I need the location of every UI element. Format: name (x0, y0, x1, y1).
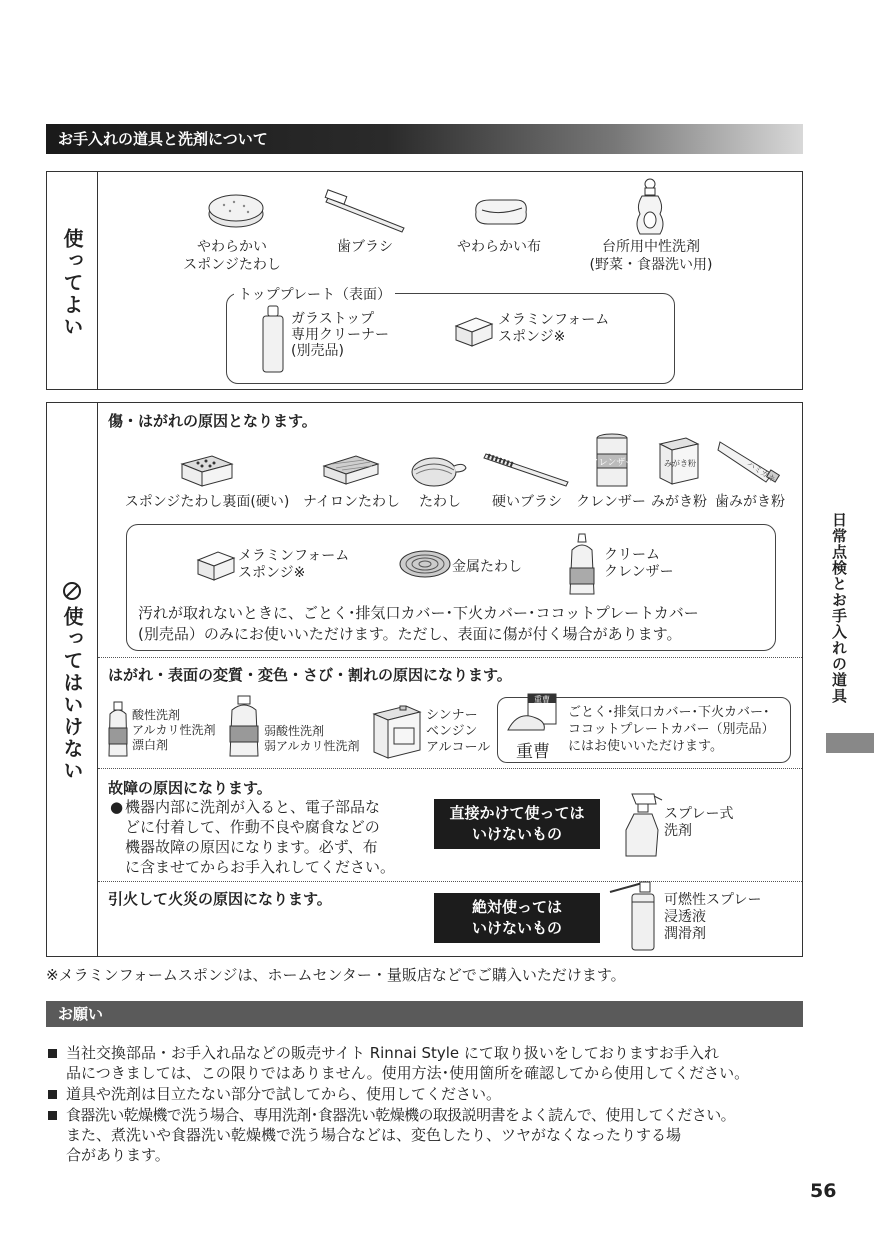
thinner-can-icon (370, 702, 424, 760)
ok-item-2: 歯ブラシ (337, 239, 393, 255)
ok-item-3: やわらかい布 (457, 239, 541, 255)
melamine-sponge-icon-2 (196, 548, 236, 582)
hard-sponge-icon (178, 452, 236, 488)
cream-cleanser-icon (566, 532, 598, 598)
prohibited-icon (61, 580, 83, 602)
ng-item-6: みがき粉 (651, 494, 707, 510)
row2-group3: シンナー ベンジン アルコール (426, 708, 491, 755)
glass-cleaner-label: ガラストップ 専用クリーナー (別売品) (291, 311, 389, 359)
svg-text:クレンザー: クレンザー (589, 458, 635, 468)
flammable-items: 可燃性スプレー 浸透液 潤滑剤 (664, 892, 762, 942)
weak-acid-detergent-icon (226, 694, 262, 758)
never-use-box: 絶対使っては いけないもの (434, 893, 600, 943)
request-item-2: 道具や洗剤は目立たない部分で試してから、使用してください。 (46, 1084, 806, 1104)
ng-item-2: ナイロンたわし (303, 494, 401, 510)
ng-item-1: スポンジたわし裏面(硬い) (124, 494, 290, 510)
row3-text: ● 機器内部に洗剤が入ると、電子部品な どに付着して、作動不良や腐食などの 機器故障の原因になります。必ず、布 に含ませてからお手入れしてください。 (110, 798, 396, 876)
svg-text:みがき粉: みがき粉 (664, 459, 696, 468)
limited-item-2: 金属たわし (452, 559, 522, 575)
chapter-side-tab: 日常点検とお手入れの道具 (830, 512, 848, 704)
polishing-powder-icon (656, 434, 702, 486)
row4-title: 引火して火災の原因になります。 (108, 890, 332, 908)
ng-label: 使ってはいけない (60, 606, 84, 782)
hard-brush-icon (484, 448, 570, 488)
ng-item-4: 硬いブラシ (492, 494, 562, 510)
row1-title: 傷・はがれの原因となります。 (108, 412, 317, 430)
soft-cloth-icon (470, 194, 532, 230)
cleanser-can-icon (589, 432, 635, 490)
scrub-brush-icon (408, 450, 468, 490)
ok-item-4: 台所用中性洗剤 (野菜・食器洗い用) (589, 239, 713, 273)
glass-cleaner-icon (260, 304, 286, 374)
ok-item-1: やわらかい スポンジたわし (183, 239, 281, 273)
soda-label: 重曹 (516, 742, 550, 762)
row3-title: 故障の原因になります。 (108, 779, 272, 797)
ng-item-3: たわし (419, 494, 461, 510)
row2-group2: 弱酸性洗剤 弱アルカリ性洗剤 (264, 724, 360, 753)
steel-wool-icon (398, 548, 452, 580)
limited-use-note: 汚れが取れないときに、ごとく･排気口カバー･下火カバー･ココットプレートカバー (別売品）のみにお使いいただけます。ただし、表面に傷が付く場合があります。 (138, 604, 699, 643)
baking-soda-icon (506, 692, 562, 734)
svg-text:重曹: 重曹 (534, 695, 550, 704)
dish-detergent-icon (632, 178, 668, 236)
limited-item-1: メラミンフォーム スポンジ※ (238, 548, 350, 581)
spray-bottle-icon (622, 790, 664, 858)
nylon-scrubber-icon (320, 452, 382, 486)
acid-detergent-icon (106, 700, 130, 758)
flammable-spray-icon (606, 880, 664, 952)
melamine-sponge-icon (454, 314, 494, 348)
ng-item-7: 歯みがき粉 (715, 494, 785, 510)
soft-sponge-icon (206, 190, 266, 230)
row2-title: はがれ・表面の変質・変色・さび・割れの原因になります。 (108, 666, 512, 684)
soda-note: ごとく･排気口カバー･下火カバー･ ココットプレートカバー（別売品） にはお使いいただけます。 (568, 705, 775, 754)
ok-label: 使ってよい (60, 228, 84, 338)
section-title: お手入れの道具と洗剤について (46, 124, 803, 154)
limited-item-3: クリーム クレンザー (604, 547, 674, 580)
do-not-spray-box: 直接かけて使っては いけないもの (434, 799, 600, 849)
toothpaste-icon (716, 436, 782, 486)
request-item-1: 当社交換部品・お手入れ品などの販売サイト Rinnai Style にて取り扱いをしておりますお手入れ 品につきましては、この限りではありません。使用方法･使用箇所を確認してから使用してください。 (46, 1043, 806, 1083)
chapter-tab-bar (826, 733, 874, 753)
row2-group1: 酸性洗剤 アルカリ性洗剤 漂白剤 (132, 708, 216, 752)
svg-text:ハミガキ: ハミガキ (745, 459, 778, 485)
request-list (46, 1043, 806, 1166)
ng-item-5: クレンザー (576, 494, 646, 510)
request-title: お願い (46, 1001, 803, 1027)
footnote: ※メラミンフォームスポンジは、ホームセンター・量販店などでご購入いただけます。 (46, 966, 626, 984)
toothbrush-icon (324, 190, 408, 234)
spray-label: スプレー式 洗剤 (664, 806, 734, 839)
melamine-label: メラミンフォーム スポンジ※ (498, 312, 610, 345)
page-number: 56 (810, 1180, 837, 1202)
request-item-3: 食器洗い乾燥機で洗う場合、専用洗剤･食器洗い乾燥機の取扱説明書をよく読んで、使用してください。 また、煮洗いや食器洗い乾燥機で洗う場合などは、変色したり、ツヤがなくなったりする場 合があります。 (46, 1105, 806, 1165)
topplate-label: トッププレート（表面） (234, 284, 395, 304)
